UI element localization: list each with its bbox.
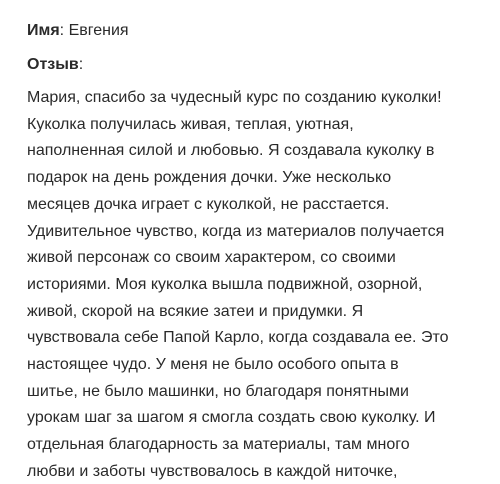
- review-line: Мария, спасибо за чудесный курс по созданию куколки!: [27, 89, 442, 106]
- review-line: чувствовала себе Папой Карло, когда создавала ее. Это: [27, 329, 449, 347]
- name-value: Евгения: [68, 22, 129, 39]
- review-line: урокам шаг за шагом я смогла создать свою куколку. И: [27, 409, 436, 427]
- name-row: [27, 21, 129, 41]
- review-label: Отзыв: [27, 56, 79, 73]
- review-line: живой, скорой на всякие затеи и придумки. Я: [27, 302, 364, 320]
- review-line: живой персонаж со своим характером, со своими: [27, 249, 396, 267]
- review-line: месяцев дочка играет с куколкой, не расстается.: [27, 195, 390, 213]
- review-line: наполненная силой и любовью. Я создавала куколку в: [27, 142, 435, 160]
- review-line: подарок на день рождения дочки. Уже несколько: [27, 169, 392, 187]
- review-line: Удивительное чувство, когда из материалов получается: [27, 222, 445, 240]
- review-line: отдельная благодарность за материалы, там много: [27, 436, 410, 454]
- name-label: Имя: [27, 22, 60, 39]
- review-text: [27, 85, 493, 484]
- review-line: шитье, не было машинки, но благодаря понятными: [27, 382, 409, 400]
- review-card: [27, 0, 493, 484]
- review-line: Куколка получилась живая, теплая, уютная,: [27, 115, 354, 133]
- review-line: любви и заботы чувствовалось в каждой ниточке,: [27, 462, 398, 480]
- review-line: историями. Моя куколка вышла подвижной, озорной,: [27, 275, 423, 293]
- review-line: настоящее чудо. У меня не было особого опыта в: [27, 356, 399, 374]
- review-colon: :: [78, 56, 84, 73]
- review-label-row: [27, 55, 83, 75]
- name-colon: :: [59, 22, 65, 39]
